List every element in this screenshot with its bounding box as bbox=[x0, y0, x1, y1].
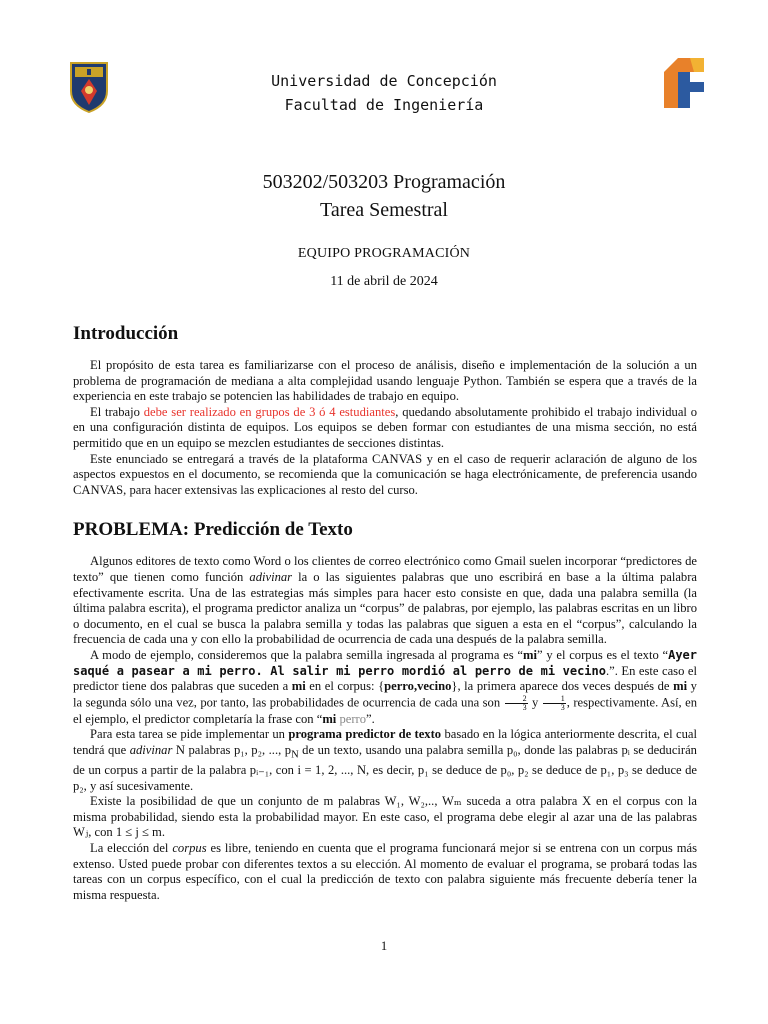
text-run: Algunos editores de texto como Word o los clientes de correo electrónico como Gmail suelen incorporar “predictores de texto” que tienen como función bbox=[73, 554, 697, 584]
university-name: Universidad de Concepción bbox=[271, 72, 497, 90]
text-run: es libre, teniendo en cuenta que el programa funcionará mejor si se entrena con un corpus más extenso. Usted puede probar con diferentes textos a su elección. Al momento de evaluar el programa, se probará todas las tareas con un corpus específico, con el cual la predicción de texto con palabra siguiente más frecuente debería tener la misma respuesta. bbox=[73, 840, 697, 902]
text-run: N palabras p₁, p₂, ..., p bbox=[172, 742, 292, 757]
institution-heading bbox=[0, 69, 768, 117]
text-run: en el corpus: { bbox=[305, 679, 385, 694]
title-block bbox=[0, 168, 768, 290]
problem-paragraph-3 bbox=[73, 727, 697, 794]
fraction-two-thirds bbox=[505, 695, 528, 712]
text-run: Para esta tarea se pide implementar un bbox=[90, 727, 289, 742]
fraction-denominator: 3 bbox=[522, 702, 527, 712]
emphasis: corpus bbox=[172, 840, 207, 855]
candidate-word: vecino bbox=[417, 679, 452, 694]
fraction-numerator: 2 bbox=[505, 695, 528, 704]
seed-word: mi bbox=[673, 679, 688, 694]
text-run: La elección del bbox=[90, 840, 173, 855]
text-run: .”. En este caso el predictor tiene dos palabras que suceden a bbox=[73, 663, 697, 694]
text-run: , quedando absolutamente prohibido el trabajo individual o en una configuración distinta de equipos. Los equipos se deben formar con estudiantes de una misma sección, no está permitido que en un equipo se mezclen estudiantes de secciones distintas. bbox=[73, 404, 697, 450]
text-run: la o las siguientes palabras que uno escribirá en base a la última palabra efectivamente escrita. Una de las estrategias más simples para hacer esto consiste en que, dada una palabra semilla (la última palabra escrita), el programa predictor analiza un “corpus” de palabras, por ejemplo, las palabras escritas en un libro o documento, en el cual se busca la palabra semilla y todas las palabras que siguen a esta en el “corpus”, calculando la frecuencia de cada una y con ello la probabilidad de ocurrencia de cada una después de la palabra semilla. bbox=[73, 569, 698, 647]
assignment-title: Tarea Semestral bbox=[320, 199, 448, 221]
seed-word: mi bbox=[522, 647, 537, 662]
intro-paragraph-2 bbox=[73, 405, 697, 452]
page-header bbox=[0, 55, 768, 125]
page-number: 1 bbox=[380, 939, 388, 953]
fraction-one-third bbox=[543, 695, 566, 712]
corpus-example: Ayer saqué a pasear a mi perro. Al salir mi perro mordió al perro de mi vecino bbox=[73, 647, 697, 678]
seed-word: mi bbox=[322, 711, 337, 726]
problem-paragraph-1 bbox=[73, 554, 697, 648]
faculty-name: Facultad de Ingeniería bbox=[284, 96, 484, 114]
intro-paragraph-1: El propósito de esta tarea es familiarizarse con el proceso de análisis, diseño e implementación de la solución a un problema de programación de mediana a alta complejidad usando lenguaje Python. También se espera que a través de la experiencia en este trabajo se potencien las habilidades de trabajo en equipo. bbox=[73, 358, 697, 404]
text-run: de un texto, usando una palabra semilla p₀, donde las palabras pᵢ se deducirán de un corpus a partir de la palabra pᵢ₋₁, con i = 1, 2, ..., N, es decir, p₁ se deduce de p₀, p₂ se deduce de p₁, p₃ se deduce de p₂, y así sucesivamente. bbox=[73, 742, 697, 793]
text-run: basado en la lógica anteriormente descrita, el cual tendrá que bbox=[73, 727, 697, 757]
author: EQUIPO PROGRAMACIÓN bbox=[297, 246, 471, 261]
emphasis: adivinar bbox=[249, 569, 293, 584]
course-title: 503202/503203 Programación bbox=[262, 171, 506, 193]
problem-paragraph-5 bbox=[73, 841, 697, 903]
intro-heading: Introducción bbox=[73, 323, 179, 344]
text-run: y bbox=[528, 695, 542, 710]
faculty-logo-icon bbox=[664, 58, 704, 108]
text-run: ”. bbox=[366, 711, 375, 726]
text-run: y la segunda sólo una vez, por tanto, las probabilidades de ocurrencia de cada una son bbox=[73, 679, 697, 710]
text-run: , bbox=[413, 679, 418, 694]
text-run: El trabajo bbox=[90, 404, 144, 419]
problem-paragraph-4: Existe la posibilidad de que un conjunto de m palabras W₁, W₂,.., Wₘ suceda a otra palabra X en el corpus con la misma probabilidad, siendo esta la probabilidad mayor. En este caso, el programa debe elegir al azar una de las palabras Wⱼ, con 1 ≤ j ≤ m. bbox=[73, 794, 697, 840]
seed-word: mi bbox=[291, 679, 306, 694]
problem-paragraph-2 bbox=[73, 648, 697, 727]
candidate-word: perro bbox=[384, 679, 414, 694]
fraction-numerator: 1 bbox=[543, 695, 566, 704]
fraction-denominator: 3 bbox=[560, 702, 565, 712]
emphasis: adivinar bbox=[129, 742, 173, 757]
text-run: }, la primera aparece dos veces después de bbox=[451, 679, 674, 694]
intro-paragraph-3: Este enunciado se entregará a través de la plataforma CANVAS y en el caso de requerir aclaración de alguno de los aspectos expuestos en el documento, se recomienda que la comunicación se haga electrónicamente, de preferencia usando CANVAS, para hacer extensivas las explicaciones al resto del curso. bbox=[73, 451, 697, 497]
predicted-word: perro bbox=[339, 711, 367, 726]
problem-heading: PROBLEMA: Predicción de Texto bbox=[73, 519, 353, 541]
document-body bbox=[73, 322, 697, 903]
text-run: , respectivamente. Así, en el ejemplo, el predictor completaría la frase con “ bbox=[73, 695, 697, 726]
bold-term: programa predictor de texto bbox=[288, 727, 442, 742]
document-date: 11 de abril de 2024 bbox=[330, 274, 438, 289]
text-run: ” y el corpus es el texto “ bbox=[536, 647, 669, 662]
text-run: A modo de ejemplo, consideremos que la palabra semilla ingresada al programa es “ bbox=[90, 647, 523, 662]
group-size-highlight: debe ser realizado en grupos de 3 ó 4 estudiantes bbox=[143, 404, 396, 419]
subscript: N bbox=[291, 749, 299, 761]
